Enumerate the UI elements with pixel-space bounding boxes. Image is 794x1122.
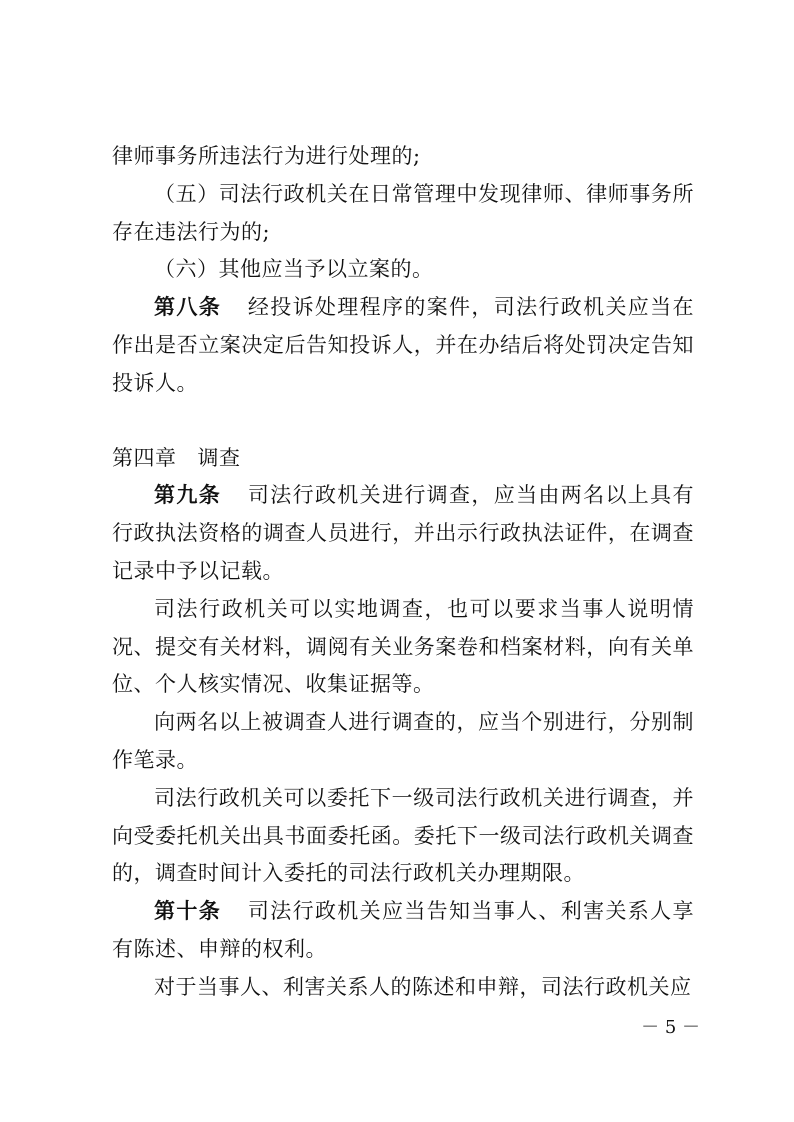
page-number: － 5 － xyxy=(641,1017,700,1038)
paragraph-item-5: （五）司法行政机关在日常管理中发现律师、律师事务所存在违法行为的; xyxy=(112,181,694,244)
paragraph: 对于当事人、利害关系人的陈述和申辩，司法行政机关应 xyxy=(154,974,692,999)
paragraph-continuation: 律师事务所违法行为进行处理的; xyxy=(112,144,421,168)
article-text: 司法行政机关进行调查，应当由两名以上具有行政执法资格的调查人员进行，并出示行政执法证件，在调查记录中予以记载。 xyxy=(112,483,695,583)
paragraph: 向两名以上被调查人进行调查的，应当个别进行，分别制作笔录。 xyxy=(112,710,694,772)
chapter-label: 第四章 xyxy=(112,445,177,470)
paragraph: 司法行政机关可以实地调查，也可以要求当事人说明情况、提交有关材料，调阅有关业务案卷和档案材料，向有关单位、个人核实情况、收集证据等。 xyxy=(112,596,694,697)
article-9 xyxy=(112,477,694,590)
article-label: 第十条 xyxy=(154,899,222,924)
paragraph-item-6: （六）其他应当予以立案的。 xyxy=(154,257,434,282)
article-10 xyxy=(112,893,694,969)
chapter-heading xyxy=(112,440,694,478)
chapter-title: 调查 xyxy=(197,445,241,470)
article-label: 第八条 xyxy=(154,295,222,320)
article-label: 第九条 xyxy=(154,483,222,508)
paragraph: 司法行政机关可以委托下一级司法行政机关进行调查，并向受委托机关出具书面委托函。委托下一级司法行政机关调查的，调查时间计入委托的司法行政机关办理期限。 xyxy=(112,785,694,886)
document-body xyxy=(112,138,694,1007)
article-text: 司法行政机关应当告知当事人、利害关系人享有陈述、申辩的权利。 xyxy=(112,899,695,961)
article-8 xyxy=(112,289,694,402)
article-text: 经投诉处理程序的案件，司法行政机关应当在作出是否立案决定后告知投诉人，并在办结后将处罚决定告知投诉人。 xyxy=(112,295,695,395)
